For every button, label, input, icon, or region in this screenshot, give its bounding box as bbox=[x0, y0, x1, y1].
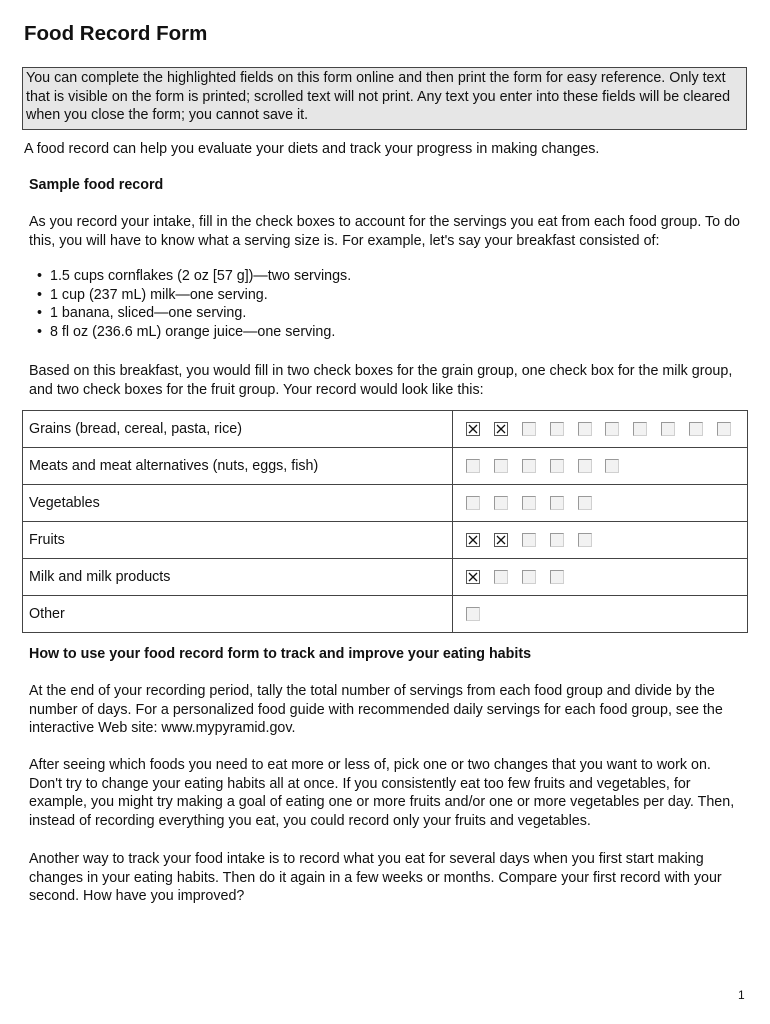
form-notice: You can complete the highlighted fields on this form online and then print the form for easy reference. Only text that is visible on the form is printed; scrolled text will not print. Any text you enter into these fields will be cleared when you close the form; you cannot save it. bbox=[22, 67, 747, 130]
serving-checkbox-checked[interactable] bbox=[494, 422, 508, 436]
tally-paragraph: At the end of your recording period, tally the total number of servings from each food group and divide by the number of days. For a personalized food guide with recommended daily servings for each food group, see the interactive Web site: www.mypyramid.gov. bbox=[29, 683, 723, 737]
serving-checkbox[interactable] bbox=[578, 496, 592, 510]
serving-checkbox[interactable] bbox=[522, 496, 536, 510]
table-row bbox=[23, 485, 748, 522]
page-number: 1 bbox=[738, 988, 745, 1002]
sample-heading: Sample food record bbox=[29, 177, 164, 193]
serving-checkbox[interactable] bbox=[578, 459, 592, 473]
track-paragraph: Another way to track your food intake is to record what you eat for several days when you first start making changes in your eating habits. Then do it again in a few weeks or months. Compare your first record with your second. How have you improved? bbox=[29, 851, 722, 905]
food-record-table bbox=[22, 410, 748, 633]
serving-checkbox[interactable] bbox=[550, 459, 564, 473]
howto-heading: How to use your food record form to track and improve your eating habits bbox=[29, 646, 532, 662]
serving-checkbox[interactable] bbox=[466, 607, 480, 621]
food-group-label: Grains (bread, cereal, pasta, rice) bbox=[23, 411, 453, 448]
food-group-label: Vegetables bbox=[23, 485, 453, 522]
changes-paragraph: After seeing which foods you need to eat more or less of, pick one or two changes that you want to work on. Don't try to change your eating habits all at once. If you consistently eat too few fruits and vegetables, for example, you might try making a goal of eating one or more fruits and/or one or more vegetables per day. Then, instead of recording everything you eat, you could record only your fruits and vegetables. bbox=[29, 757, 735, 829]
serving-checkbox[interactable] bbox=[578, 422, 592, 436]
serving-checkbox[interactable] bbox=[522, 422, 536, 436]
serving-checkbox[interactable] bbox=[494, 496, 508, 510]
breakfast-list bbox=[29, 267, 351, 341]
based-on-text: Based on this breakfast, you would fill in two check boxes for the grain group, one check box for the milk group, and two check boxes for the fruit group. Your record would look like this: bbox=[29, 363, 733, 398]
serving-checkboxes bbox=[453, 448, 748, 485]
serving-checkbox[interactable] bbox=[550, 422, 564, 436]
food-group-label: Meats and meat alternatives (nuts, eggs, fish) bbox=[23, 448, 453, 485]
food-group-label: Fruits bbox=[23, 522, 453, 559]
food-group-label: Other bbox=[23, 596, 453, 633]
list-item: • 1 cup (237 mL) milk—one serving. bbox=[29, 286, 351, 305]
sample-intro-text: As you record your intake, fill in the check boxes to account for the servings you eat from each food group. To do this, you will have to know what a serving size is. For example, let's say your breakfast consisted of: bbox=[29, 214, 741, 249]
serving-checkbox[interactable] bbox=[605, 459, 619, 473]
table-row bbox=[23, 559, 748, 596]
serving-checkboxes bbox=[453, 485, 748, 522]
list-item: • 1 banana, sliced—one serving. bbox=[29, 304, 351, 323]
serving-checkbox[interactable] bbox=[522, 533, 536, 547]
serving-checkbox[interactable] bbox=[605, 422, 619, 436]
food-group-label: Milk and milk products bbox=[23, 559, 453, 596]
intro-text: A food record can help you evaluate your diets and track your progress in making changes. bbox=[24, 141, 600, 157]
serving-checkbox[interactable] bbox=[689, 422, 703, 436]
table-row bbox=[23, 596, 748, 633]
page-title: Food Record Form bbox=[24, 22, 208, 45]
serving-checkboxes bbox=[453, 559, 748, 596]
serving-checkboxes bbox=[453, 411, 748, 448]
serving-checkboxes bbox=[453, 596, 748, 633]
serving-checkbox[interactable] bbox=[522, 459, 536, 473]
table-row bbox=[23, 448, 748, 485]
list-item: • 8 fl oz (236.6 mL) orange juice—one serving. bbox=[29, 323, 351, 342]
serving-checkbox[interactable] bbox=[550, 533, 564, 547]
serving-checkboxes bbox=[453, 522, 748, 559]
serving-checkbox[interactable] bbox=[633, 422, 647, 436]
serving-checkbox[interactable] bbox=[494, 459, 508, 473]
serving-checkbox-checked[interactable] bbox=[466, 570, 480, 584]
serving-checkbox-checked[interactable] bbox=[494, 533, 508, 547]
serving-checkbox[interactable] bbox=[522, 570, 536, 584]
serving-checkbox[interactable] bbox=[717, 422, 731, 436]
table-row bbox=[23, 411, 748, 448]
serving-checkbox[interactable] bbox=[550, 496, 564, 510]
serving-checkbox[interactable] bbox=[494, 570, 508, 584]
serving-checkbox-checked[interactable] bbox=[466, 533, 480, 547]
list-item: • 1.5 cups cornflakes (2 oz [57 g])—two servings. bbox=[29, 267, 351, 286]
serving-checkbox-checked[interactable] bbox=[466, 422, 480, 436]
serving-checkbox[interactable] bbox=[578, 533, 592, 547]
serving-checkbox[interactable] bbox=[466, 496, 480, 510]
serving-checkbox[interactable] bbox=[466, 459, 480, 473]
table-row bbox=[23, 522, 748, 559]
serving-checkbox[interactable] bbox=[550, 570, 564, 584]
serving-checkbox[interactable] bbox=[661, 422, 675, 436]
